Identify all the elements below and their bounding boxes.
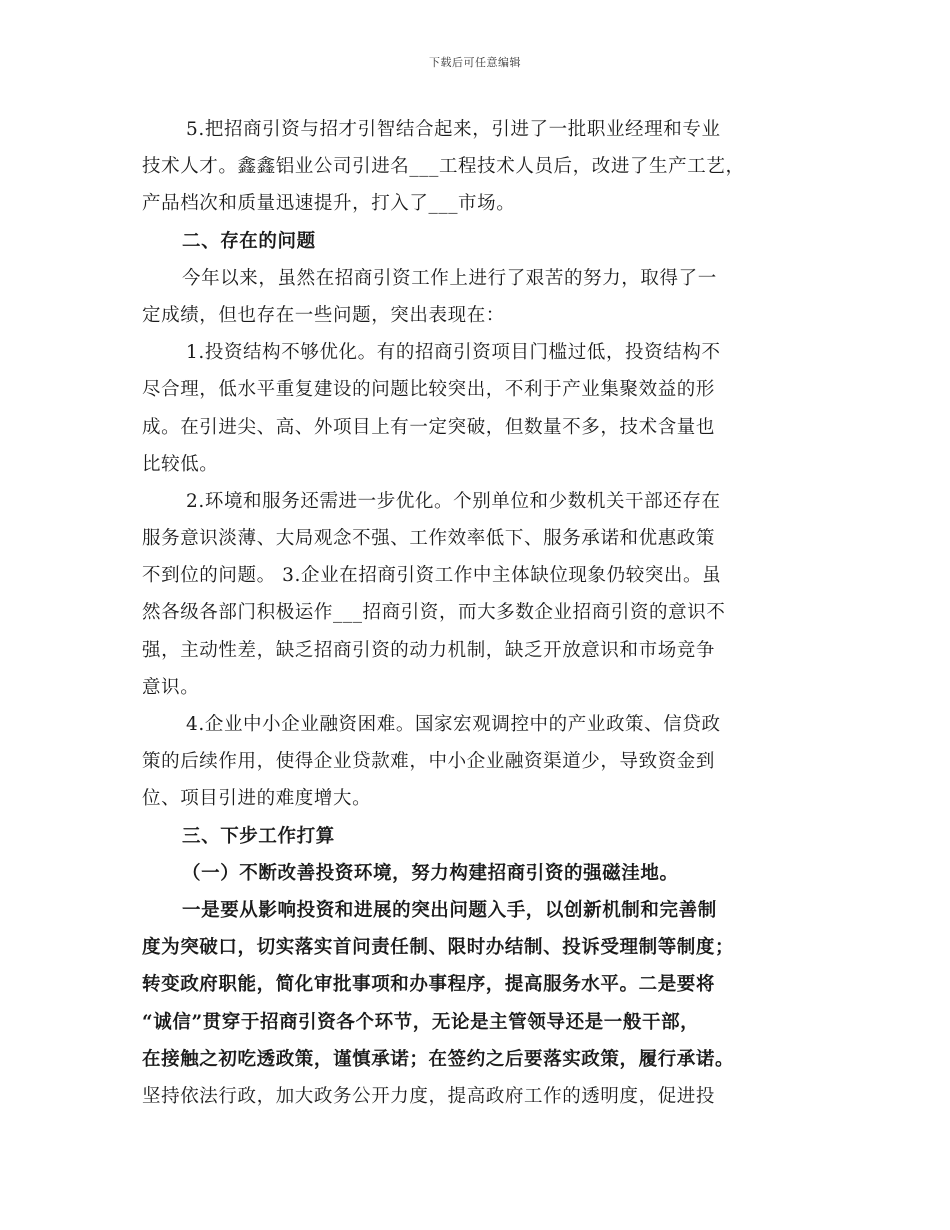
text-line: 产品档次和质量迅速提升，打入了___市场。 [142, 193, 516, 215]
text-line: 策的后续作用，使得企业贷款难，中小企业融资渠道少，导致资金到 [142, 751, 716, 773]
text-line: 技术人才。鑫鑫铝业公司引进名___工程技术人员后，改进了生产工艺， [142, 156, 745, 178]
text-line: 2.环境和服务还需进一步优化。个别单位和少数机关干部还存在 [186, 490, 721, 512]
text-line: 一是要从影响投资和进展的突出问题入手，以创新机制和完善制 [182, 899, 717, 921]
text-line: （一）不断改善投资环境，努力构建招商引资的强磁洼地。 [182, 862, 679, 884]
section-heading: 二、存在的问题 [182, 230, 316, 252]
page-header: 下载后可任意编辑 [429, 56, 521, 69]
text-line: 定成绩，但也存在一些问题，突出表现在： [142, 304, 505, 326]
text-line: 服务意识淡薄、大局观念不强、工作效率低下、服务承诺和优惠政策 [142, 528, 716, 550]
text-line: 坚持依法行政，加大政务公开力度，提高政府工作的透明度，促进投 [142, 1085, 716, 1107]
text-line: 1.投资结构不够优化。有的招商引资项目门槛过低，投资结构不 [186, 342, 721, 364]
text-line: 今年以来，虽然在招商引资工作上进行了艰苦的努力，取得了一 [182, 267, 717, 289]
document-body [142, 111, 810, 1115]
text-line: 4.企业中小企业融资困难。国家宏观调控中的产业政策、信贷政 [186, 714, 721, 735]
text-line: “诚信”贯穿于招商引资各个环节，无论是主管领导还是一般干部， [142, 1011, 700, 1033]
text-line: 尽合理，低水平重复建设的问题比较突出，不利于产业集聚效益的形 [142, 379, 716, 401]
text-line: 成。在引进尖、高、外项目上有一定突破，但数量不多，技术含量也 [142, 416, 716, 438]
section-heading: 三、下步工作打算 [182, 825, 335, 847]
text-line: 转变政府职能，简化审批事项和办事程序，提高服务水平。二是要将 [142, 974, 716, 996]
text-line: 比较低。 [142, 453, 219, 475]
text-line: 强，主动性差，缺乏招商引资的动力机制，缺乏开放意识和市场竞争 [142, 639, 716, 661]
text-line: 不到位的问题。 3.企业在招商引资工作中主体缺位现象仍较突出。虽 [142, 565, 722, 587]
text-line: 位、项目引进的难度增大。 [142, 788, 372, 810]
text-line: 然各级各部门积极运作___招商引资，而大多数企业招商引资的意识不 [142, 602, 726, 624]
text-line: 度为突破口，切实落实首问责任制、限时办结制、投诉受理制等制度； [142, 937, 735, 959]
text-line: 意识。 [142, 676, 200, 698]
text-line: 在接触之初吃透政策，谨慎承诺；在签约之后要落实政策，履行承诺。 [142, 1048, 735, 1070]
text-line: 5.把招商引资与招才引智结合起来，引进了一批职业经理和专业 [186, 119, 721, 140]
